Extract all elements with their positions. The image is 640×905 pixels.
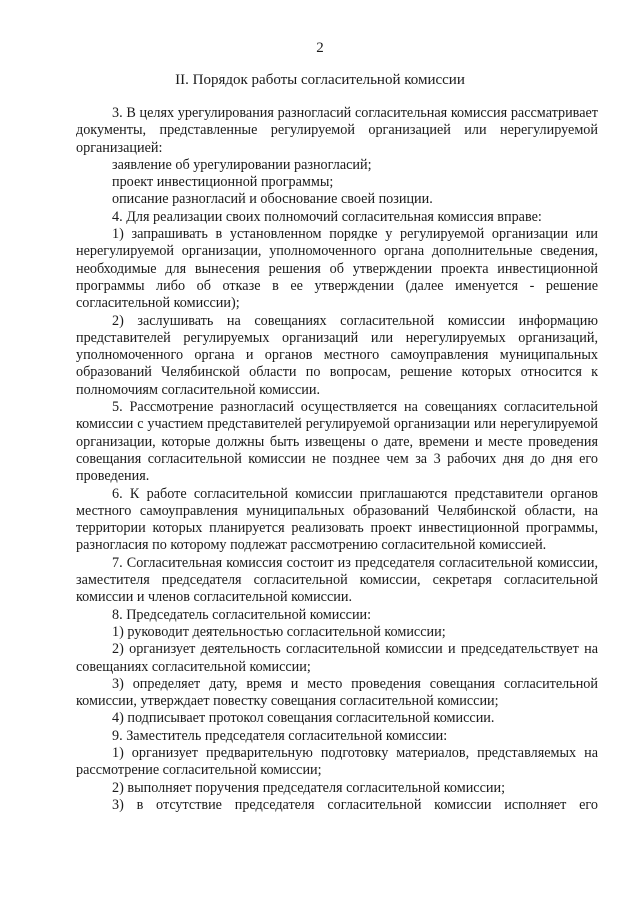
paragraph-9: 9. Заместитель председателя согласительной комиссии: bbox=[112, 727, 448, 744]
list-item-application: заявление об урегулировании разногласий; bbox=[112, 156, 372, 173]
paragraph-5: 5. Рассмотрение разногласий осуществляется на совещаниях согласительной комиссии с участием представителей регулируемой организации или нерегулируемой организации, которые должны быть извещены о дате, времени и месте проведения совещания согласительной комиссии не позднее чем за 3 рабочих дня до дня его проведения. bbox=[76, 399, 598, 485]
paragraph-3: 3. В целях урегулирования разногласий согласительная комиссия рассматривает документы, представленные регулируемой организацией или нерегулируемой организацией: bbox=[76, 105, 598, 156]
paragraph-7: 7. Согласительная комиссия состоит из председателя согласительной комиссии, заместителя председателя согласительной комиссии, секретаря согласительной комиссии и членов согласительной комиссии. bbox=[76, 554, 598, 606]
paragraph-8-item-2: 2) организует деятельность согласительной комиссии и председательствует на совещаниях согласительной комиссии; bbox=[76, 641, 598, 675]
paragraph-9-item-2: 2) выполняет поручения председателя согласительной комиссии; bbox=[112, 779, 506, 796]
paragraph-4-item-2: 2) заслушивать на совещаниях согласительной комиссии информацию представителей регулируемых организаций или нерегулируемых организаций, уполномоченного органа и органов местного самоуправления муниципальных образований Челябинской области по вопросам, решение которых относится к полномочиям согласительной комиссии. bbox=[76, 312, 598, 398]
paragraph-9-item-1: 1) организует предварительную подготовку материалов, представляемых на рассмотрение согласительной комиссии; bbox=[76, 744, 598, 779]
document-body bbox=[76, 103, 598, 814]
paragraph-8-item-1: 1) руководит деятельностью согласительной комиссии; bbox=[112, 623, 446, 640]
paragraph-8-item-4: 4) подписывает протокол совещания согласительной комиссии. bbox=[112, 710, 495, 727]
list-item-draft-program: проект инвестиционной программы; bbox=[112, 174, 334, 191]
paragraph-6: 6. К работе согласительной комиссии приглашаются представители органов местного самоуправления муниципальных образований Челябинской области, на территории которых планируется реализовать проект инвестиционной программы, разногласия по которому подлежат рассмотрению согласительной комиссией. bbox=[76, 485, 598, 554]
paragraph-8: 8. Председатель согласительной комиссии: bbox=[112, 606, 372, 623]
paragraph-4: 4. Для реализации своих полномочий согласительная комиссия вправе: bbox=[112, 208, 542, 225]
list-item-description: описание разногласий и обоснование своей позиции. bbox=[112, 191, 433, 208]
paragraph-4-item-1: 1) запрашивать в установленном порядке у регулируемой организации или нерегулируемой организации, уполномоченного органа дополнительные сведения, необходимые для вынесения решения об утверждении проекта инвестиционной программы либо об отказе в ее утверждении (далее именуется - решение согласительной комиссии); bbox=[76, 226, 598, 312]
page-number: 2 bbox=[316, 40, 324, 56]
paragraph-8-item-3: 3) определяет дату, время и место проведения совещания согласительной комиссии, утверждает повестку совещания согласительной комиссии; bbox=[76, 675, 598, 710]
paragraph-9-item-3: 3) в отсутствие председателя согласительной комиссии исполняет его bbox=[112, 796, 598, 813]
section-heading: II. Порядок работы согласительной комиссии bbox=[175, 72, 465, 88]
